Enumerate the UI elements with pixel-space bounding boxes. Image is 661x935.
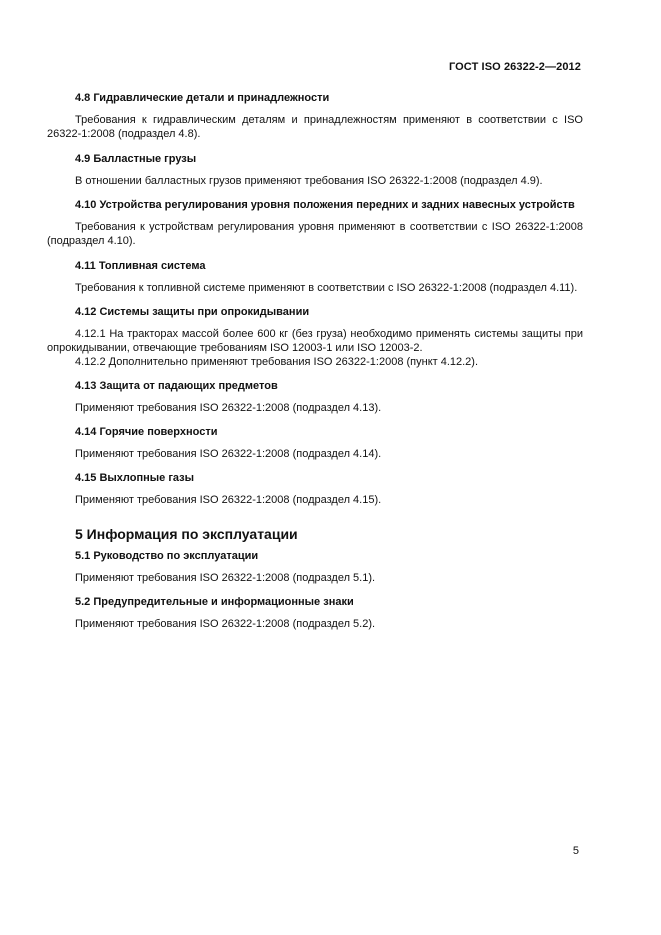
chapter-5 bbox=[47, 525, 583, 631]
section-paragraph: В отношении балластных грузов применяют требования ISO 26322-1:2008 (подраздел 4.9). bbox=[75, 175, 543, 187]
section-paragraph: 4.12.2 Дополнительно применяют требования ISO 26322-1:2008 (пункт 4.12.2). bbox=[75, 356, 479, 368]
chapter-title: 5 Информация по эксплуатации bbox=[75, 526, 298, 542]
section-paragraph: Требования к гидравлическим деталям и принадлежностям применяют в соответствии с ISO 26322-1:2008 (подраздел 4.8). bbox=[47, 114, 583, 140]
section-4-14 bbox=[47, 425, 583, 461]
section-paragraph: Применяют требования ISO 26322-1:2008 (подраздел 4.13). bbox=[75, 402, 382, 414]
section-heading: 5.1 Руководство по эксплуатации bbox=[75, 550, 259, 562]
section-4-13 bbox=[47, 379, 583, 415]
section-paragraph: Требования к топливной системе применяют в соответствии с ISO 26322-1:2008 (подраздел 4.11). bbox=[75, 282, 578, 294]
section-heading: 4.10 Устройства регулирования уровня положения передних и задних навесных устройств bbox=[75, 199, 575, 211]
section-paragraph: Применяют требования ISO 26322-1:2008 (подраздел 5.2). bbox=[75, 618, 376, 630]
section-paragraph: Применяют требования ISO 26322-1:2008 (подраздел 4.14). bbox=[75, 448, 382, 460]
section-4-10 bbox=[47, 198, 583, 248]
section-4-12 bbox=[47, 305, 583, 369]
section-paragraph: Применяют требования ISO 26322-1:2008 (подраздел 4.15). bbox=[75, 494, 382, 506]
section-paragraph: Требования к устройствам регулирования уровня применяют в соответствии с ISO 26322-1:2008 (подраздел 4.10). bbox=[47, 221, 583, 247]
section-heading: 5.2 Предупредительные и информационные знаки bbox=[75, 596, 354, 608]
section-heading: 4.14 Горячие поверхности bbox=[75, 426, 218, 438]
section-4-15 bbox=[47, 471, 583, 507]
section-paragraph: Применяют требования ISO 26322-1:2008 (подраздел 5.1). bbox=[75, 572, 376, 584]
section-paragraph: 4.12.1 На тракторах массой более 600 кг (без груза) необходимо применять системы защиты при опрокидывании, отвечающие требованиям ISO 12003-1 или ISO 12003-2. bbox=[47, 328, 583, 354]
section-5-1 bbox=[47, 549, 583, 585]
section-heading: 4.12 Системы защиты при опрокидывании bbox=[75, 306, 310, 318]
section-5-2 bbox=[47, 595, 583, 631]
page-number: 5 bbox=[572, 845, 579, 857]
section-heading: 4.13 Защита от падающих предметов bbox=[75, 380, 278, 392]
section-heading: 4.8 Гидравлические детали и принадлежности bbox=[75, 92, 330, 104]
section-heading: 4.15 Выхлопные газы bbox=[75, 472, 195, 484]
section-heading: 4.11 Топливная система bbox=[75, 260, 206, 272]
section-4-11 bbox=[47, 259, 583, 295]
document-code-header: ГОСТ ISO 26322-2—2012 bbox=[448, 61, 581, 73]
section-4-8 bbox=[47, 91, 583, 141]
section-4-9 bbox=[47, 152, 583, 188]
page-content bbox=[47, 91, 583, 631]
section-heading: 4.9 Балластные грузы bbox=[75, 153, 197, 165]
